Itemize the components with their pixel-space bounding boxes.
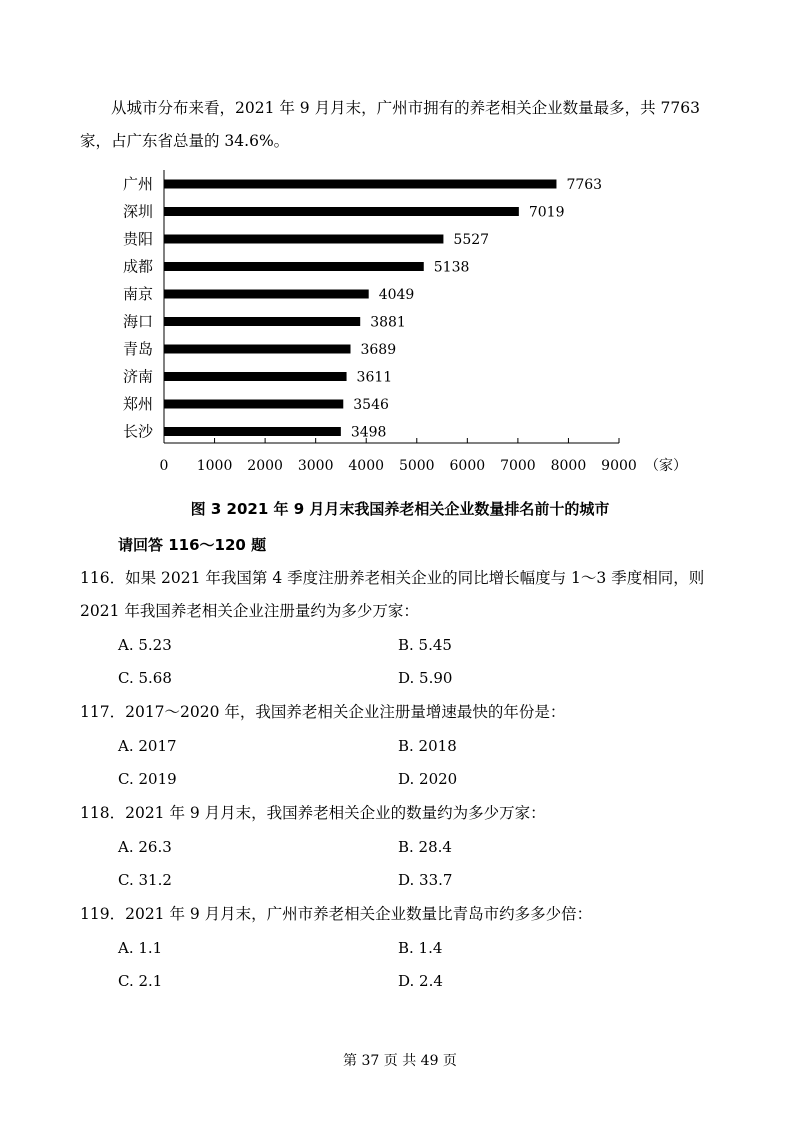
data-label: 5138 — [433, 259, 470, 276]
option-a[interactable]: A. 26.3 — [118, 838, 172, 856]
x-tick-label: 4000 — [348, 458, 385, 474]
x-tick-label: 9000 — [601, 458, 637, 474]
question-prompt: 请回答 116～120 题 — [118, 536, 267, 554]
question-119 — [80, 898, 740, 931]
question-117 — [80, 696, 740, 729]
data-label: 3689 — [360, 342, 397, 358]
data-label: 3498 — [350, 424, 387, 441]
page-footer: 第 37 页 共 49 页 — [343, 1053, 457, 1069]
category-label: 深圳 — [122, 202, 154, 221]
option-c[interactable]: C. 5.68 — [118, 669, 172, 687]
question-text: 2017～2020 年，我国养老相关企业注册量增速最快的年份是： — [125, 703, 566, 721]
category-label: 广州 — [122, 175, 154, 193]
bar-0 — [164, 180, 556, 189]
question-text: 2021 年 9 月月末，广州市养老相关企业数量比青岛市约多多少倍： — [125, 905, 593, 923]
data-label: 3546 — [353, 397, 389, 413]
figure-caption: 图 3 2021 年 9 月月末我国养老相关企业数量排名前十的城市 — [190, 500, 610, 518]
x-tick-label: 6000 — [449, 458, 486, 474]
city-bar-chart — [0, 0, 800, 490]
data-label: 4049 — [378, 287, 415, 303]
option-a[interactable]: A. 1.1 — [118, 939, 163, 957]
option-c[interactable]: C. 31.2 — [118, 871, 172, 889]
category-label: 南京 — [122, 285, 154, 303]
x-axis-unit: （家） — [645, 458, 687, 474]
bar-9 — [164, 427, 341, 436]
bar-5 — [164, 317, 360, 326]
question-number: 119． — [80, 905, 126, 923]
option-a[interactable]: A. 5.23 — [118, 636, 172, 654]
option-d[interactable]: D. 33.7 — [398, 871, 453, 889]
question-number: 117． — [80, 703, 126, 721]
question-text: 如果 2021 年我国第 4 季度注册养老相关企业的同比增长幅度与 1～3 季度相同，则 2021 年我国养老相关企业注册量约为多少万家： — [80, 569, 705, 620]
option-d[interactable]: D. 2020 — [398, 770, 458, 788]
option-c[interactable]: C. 2.1 — [118, 972, 163, 990]
intro-text: 从城市分布来看，2021 年 9 月月末，广州市拥有的养老相关企业数量最多，共 7763 家，占广东省总量的 34.6%。 — [80, 99, 700, 150]
category-label: 贵阳 — [122, 230, 154, 248]
option-b[interactable]: B. 28.4 — [398, 838, 452, 856]
category-label: 长沙 — [122, 422, 154, 441]
x-tick-label: 5000 — [398, 458, 435, 474]
x-tick-label: 1000 — [196, 458, 233, 474]
question-text: 2021 年 9 月月末，我国养老相关企业的数量约为多少万家： — [125, 804, 546, 822]
category-label: 海口 — [122, 312, 154, 331]
question-number: 116． — [80, 569, 126, 587]
category-label: 郑州 — [122, 395, 154, 413]
question-118 — [80, 797, 740, 830]
x-tick-label: 3000 — [297, 458, 334, 474]
option-d[interactable]: D. 2.4 — [398, 972, 443, 990]
bar-4 — [164, 290, 369, 299]
option-b[interactable]: B. 5.45 — [398, 636, 452, 654]
question-number: 118． — [80, 804, 126, 822]
x-tick-label: 2000 — [247, 458, 283, 474]
category-label: 青岛 — [122, 340, 154, 358]
bar-6 — [164, 345, 350, 354]
option-c[interactable]: C. 2019 — [118, 770, 177, 788]
data-label: 3881 — [370, 314, 406, 331]
option-b[interactable]: B. 1.4 — [398, 939, 443, 957]
bar-1 — [164, 207, 519, 216]
question-116 — [80, 562, 740, 628]
option-b[interactable]: B. 2018 — [398, 737, 457, 755]
bar-2 — [164, 235, 443, 244]
x-tick-label: 7000 — [500, 458, 536, 474]
category-label: 成都 — [122, 257, 154, 276]
bar-8 — [164, 400, 343, 409]
option-d[interactable]: D. 5.90 — [398, 669, 453, 687]
option-a[interactable]: A. 2017 — [118, 737, 177, 755]
bar-7 — [164, 372, 347, 381]
bar-3 — [164, 262, 424, 271]
data-label: 5527 — [453, 232, 490, 248]
data-label: 7763 — [566, 177, 603, 193]
category-label: 济南 — [122, 367, 154, 386]
data-label: 3611 — [356, 369, 393, 386]
x-tick-label: 0 — [159, 458, 169, 474]
data-label: 7019 — [528, 204, 565, 221]
x-tick-label: 8000 — [550, 458, 587, 474]
